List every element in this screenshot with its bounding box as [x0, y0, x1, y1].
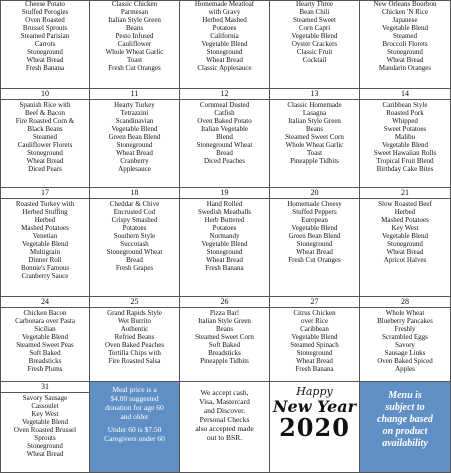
day-number: 11	[90, 89, 179, 100]
menu-items	[180, 0, 269, 72]
menu-line: Wheat Bread	[386, 56, 424, 64]
day-number: 17	[1, 188, 89, 199]
menu-line: Swedish Meatballs	[197, 208, 252, 216]
menu-line: Roasted Turkey with	[15, 200, 75, 208]
day-cell	[180, 89, 270, 188]
menu-line: Vegetable Blend	[291, 32, 338, 40]
menu-line: out to BSR.	[206, 433, 243, 442]
greeting-new-year: New Year	[272, 397, 357, 416]
menu-line: Bonnie's Famous	[20, 264, 70, 272]
day-number: 13	[270, 89, 359, 100]
menu-line: Wheat Bread	[26, 157, 64, 165]
menu-line: Pineapple Tidbits	[290, 157, 339, 165]
menu-line: Cocktail	[302, 56, 327, 64]
menu-line: Citrus Chicken	[293, 309, 336, 317]
menu-line: Under 60 is $7.50	[107, 425, 162, 434]
menu-line: Wet Burrito	[117, 317, 152, 325]
menu-line: Steamed Sweet Corn	[195, 333, 254, 341]
menu-line: Stuffed Peppers	[292, 208, 337, 216]
menu-line: Caribbean Style	[382, 101, 428, 109]
menu-line: Stoneground	[206, 248, 243, 256]
menu-line: Wheat Bread	[26, 450, 64, 458]
menu-line: Diced Peaches	[203, 157, 245, 165]
menu-line: Japanese	[392, 16, 418, 24]
menu-line: on product	[382, 426, 428, 437]
menu-line: Classic Homemade	[287, 101, 342, 109]
menu-items	[360, 100, 450, 173]
day-cell	[90, 297, 180, 382]
menu-line: donation for age 60	[105, 403, 164, 412]
day-cell	[1, 89, 90, 188]
menu-line: Stoneground	[27, 48, 63, 56]
menu-line: Cranberry	[120, 157, 149, 165]
menu-line: Steamed Parisian	[20, 32, 70, 40]
menu-line: Steamed Spinach	[290, 341, 339, 349]
menu-line: Visa, Mastercard	[199, 397, 250, 406]
day-number: 18	[90, 188, 179, 199]
menu-line: Whipped	[392, 117, 418, 125]
menu-line: Lasagna	[302, 109, 327, 117]
menu-line: Stoneground Wheat	[196, 141, 253, 149]
calendar-week-row	[1, 382, 451, 473]
menu-line: Vegetable Blend	[381, 141, 429, 149]
menu-line: Oven Roasted Brussel	[13, 426, 77, 434]
day-cell	[180, 1, 270, 89]
menu-line: Oven Baked Peaches	[104, 341, 165, 349]
menu-line: $4.00 suggested	[110, 394, 159, 403]
menu-items	[360, 199, 450, 264]
menu-line: Classic Fruit	[296, 48, 333, 56]
menu-line: Steamed Sweet	[293, 16, 336, 24]
menu-line: Blend	[216, 133, 233, 141]
menu-line: Green Bean Blend	[288, 232, 341, 240]
menu-line: Authentic	[120, 325, 149, 333]
menu-line: Wheat Bread	[26, 56, 64, 64]
menu-line: Vegetable Blend	[201, 240, 248, 248]
menu-line: over Rice	[300, 317, 328, 325]
menu-items	[270, 0, 359, 64]
menu-line: Bread	[126, 256, 143, 264]
menu-line: Beef & Bacon	[24, 109, 66, 117]
menu-line: Cheddar & Chive	[109, 200, 160, 208]
menu-items	[180, 199, 269, 272]
menu-line: change based	[377, 414, 433, 425]
menu-line: Chicken 'N Rice	[382, 8, 428, 16]
calendar-week-row	[1, 297, 451, 382]
menu-line: Fresh Cut Oranges	[108, 64, 161, 72]
menu-line: Whole Wheat	[385, 309, 425, 317]
menu-line: Scrambled Eggs	[382, 333, 428, 341]
menu-line: Carbonara over Pasta	[15, 317, 75, 325]
menu-line: Steamed	[32, 133, 58, 141]
menu-line: Multigrain	[30, 248, 60, 256]
menu-line: Bread	[216, 149, 233, 157]
menu-line: Homemade Meatloaf	[194, 0, 255, 8]
calendar-week-row	[1, 188, 451, 297]
menu-line: Sausage Links	[384, 349, 426, 357]
menu-line: Stoneground	[387, 240, 423, 248]
menu-line: Carrots	[34, 40, 56, 48]
menu-line: Whole Wheat Garlic	[285, 141, 344, 149]
day-number: 26	[180, 297, 269, 308]
day-cell	[360, 188, 451, 297]
menu-line: Potatoes	[122, 224, 147, 232]
menu-line: Birthday Cake Bites	[376, 165, 434, 173]
menu-line: Slow Roasted Beef	[378, 200, 432, 208]
day-number: 12	[180, 89, 269, 100]
menu-line: Wheat Bread	[206, 56, 243, 64]
menu-line: Encrusted Cod	[113, 208, 156, 216]
menu-items	[360, 0, 450, 72]
price-lines-under-60	[92, 425, 177, 443]
day-cell	[270, 188, 360, 297]
menu-line: Caregivers under 60	[104, 434, 165, 443]
menu-items	[90, 308, 179, 365]
menu-items	[270, 199, 359, 264]
menu-line: Stoneground Wheat	[106, 248, 163, 256]
menu-line: Vegetable Blend	[21, 418, 69, 426]
menu-items	[360, 308, 450, 373]
day-cell	[360, 1, 451, 89]
menu-line: Cranberry Sauce	[21, 272, 69, 280]
menu-line: Savory Sausage	[22, 394, 68, 402]
day-cell	[90, 1, 180, 89]
day-cell	[90, 89, 180, 188]
day-number: 20	[270, 188, 359, 199]
menu-line: Fresh Banana	[295, 365, 334, 373]
day-cell	[1, 1, 90, 89]
menu-line: Herbed	[394, 208, 416, 216]
menu-line: Fresh Grapes	[115, 264, 154, 272]
menu-line: Cassoulet	[31, 402, 59, 410]
menu-line: Savory	[395, 341, 415, 349]
day-cell	[360, 297, 451, 382]
menu-line: Catfish	[214, 109, 235, 117]
menu-line: Southern Style	[113, 232, 156, 240]
menu-line: Sicilian	[34, 325, 56, 333]
menu-notice-text	[360, 382, 450, 450]
day-number: 25	[90, 297, 179, 308]
new-year-greeting	[270, 382, 360, 473]
menu-items	[90, 100, 179, 173]
menu-line: Breadsticks	[28, 357, 62, 365]
day-cell	[180, 188, 270, 297]
menu-line: Pesto Infused	[115, 32, 154, 40]
menu-line: Wheat Bread	[296, 357, 333, 365]
menu-line: Soft Baked	[29, 349, 61, 357]
menu-line: also accepted made	[195, 424, 254, 433]
greeting-happy: Happy	[296, 385, 333, 398]
menu-line: Black Beans	[27, 125, 63, 133]
menu-line: Succotash	[120, 240, 149, 248]
payment-info-panel	[180, 382, 270, 473]
menu-line: Beans	[125, 24, 144, 32]
menu-line: Personal Checks	[199, 415, 250, 424]
menu-line: Italian Style Green	[288, 117, 341, 125]
menu-line: Vegetable Blend	[21, 333, 69, 341]
menu-line: Chicken Bacon	[23, 309, 67, 317]
menu-line: Vegetable Blend	[201, 40, 248, 48]
menu-items	[1, 199, 89, 280]
menu-line: Cauliflower Florets	[17, 141, 73, 149]
menu-line: Grand Rapids Style	[107, 309, 162, 317]
menu-line: Stoneground	[296, 349, 333, 357]
menu-line: Wheat Bread	[116, 149, 153, 157]
menu-line: Fresh Banana	[205, 264, 244, 272]
menu-line: Tropical Fruit Blend	[376, 157, 434, 165]
menu-line: Herb Buttered	[204, 216, 245, 224]
menu-line: Mashed Potatoes	[21, 224, 69, 232]
menu-line: Parmesan	[120, 8, 149, 16]
menu-line: Cheese Potato	[25, 0, 65, 8]
menu-line: European	[301, 216, 328, 224]
day-number: 24	[1, 297, 89, 308]
meal-price-panel	[90, 382, 180, 473]
menu-line: Vegetable Blend	[111, 125, 158, 133]
menu-line: Spanish Rice with	[19, 101, 71, 109]
menu-line: Potatoes	[212, 224, 237, 232]
menu-items	[1, 0, 89, 72]
menu-line: Mandarin Oranges	[378, 64, 432, 72]
menu-line: Vegetable Blend	[291, 333, 338, 341]
menu-line: Steamed	[392, 32, 418, 40]
menu-line: Steamed Sweet Corn	[285, 133, 344, 141]
menu-line: Stoneground	[387, 48, 423, 56]
menu-line: Key West	[31, 410, 59, 418]
menu-line: Hearty Turkey	[114, 101, 155, 109]
day-cell	[1, 188, 90, 297]
menu-line: Freshly	[394, 325, 416, 333]
menu-line: We accept cash,	[200, 388, 249, 397]
menu-line: Fire Roasted Salsa	[108, 357, 161, 365]
menu-items	[270, 308, 359, 373]
menu-line: Pizza Bar!	[209, 309, 240, 317]
calendar-week-row	[1, 89, 451, 188]
menu-line: Cauliflower	[117, 40, 152, 48]
menu-line: Stoneground	[27, 149, 63, 157]
menu-line: Apricot Halves	[383, 256, 427, 264]
menu-line: Caribbean	[300, 325, 329, 333]
menu-line: Mashed Potatoes	[381, 216, 429, 224]
menu-line: Apples	[395, 365, 415, 373]
day-number: 21	[360, 188, 450, 199]
menu-line: Normandy	[209, 232, 240, 240]
day-number: 10	[1, 89, 89, 100]
menu-line: Toast	[126, 56, 143, 64]
menu-line: Beans	[215, 325, 234, 333]
menu-line: Classic Applesauce	[197, 64, 252, 72]
menu-items	[180, 100, 269, 165]
menu-line: Key West	[391, 224, 419, 232]
day-cell	[270, 297, 360, 382]
menu-line: Italian Style Green	[108, 16, 161, 24]
menu-line: Tetrazzini	[120, 109, 149, 117]
menu-line: Broccoli Florets	[382, 40, 428, 48]
menu-line: Tortilla Chips with	[108, 349, 161, 357]
menu-line: Menu is	[388, 390, 422, 401]
greeting-year: 2020	[279, 413, 350, 442]
menu-line: Breadsticks	[208, 349, 241, 357]
menu-line: Wheat Bread	[296, 248, 333, 256]
menu-line: Roasted Pork	[386, 109, 424, 117]
menu-line: Sprouts	[34, 434, 56, 442]
menu-line: Applesauce	[118, 165, 151, 173]
menu-line: and older	[120, 412, 149, 421]
day-number: 28	[360, 297, 450, 308]
menu-line: Vegetable Blend	[21, 240, 69, 248]
menu-line: Wheat Bread	[386, 248, 424, 256]
menu-line: Italian Vegetable	[200, 125, 249, 133]
menu-line: Potatoes	[212, 24, 237, 32]
menu-line: Classic Chicken	[111, 0, 158, 8]
menu-line: Green Bean Blend	[108, 133, 161, 141]
menu-line: Scandinavian	[115, 117, 154, 125]
day-cell	[90, 188, 180, 297]
price-lines	[92, 385, 177, 421]
menu-line: Homemade Cheesy	[287, 200, 342, 208]
menu-line: Stoneground	[116, 141, 153, 149]
menu-line: New Orleans Bourbon	[373, 0, 437, 8]
menu-notice-panel	[360, 382, 451, 473]
menu-items	[90, 199, 179, 272]
menu-line: Cornmeal Dusted	[199, 101, 250, 109]
menu-line: Meal price is a	[112, 385, 157, 394]
meal-price-text	[90, 382, 179, 446]
menu-line: Italian Style Green	[198, 317, 251, 325]
day-number: 14	[360, 89, 450, 100]
payment-text	[180, 382, 269, 445]
menu-line: Oven Baked Spiced	[377, 357, 433, 365]
menu-line: Steamed Sweet Peas	[16, 341, 74, 349]
menu-line: Venetian	[32, 232, 58, 240]
menu-items	[270, 100, 359, 165]
menu-line: Crispy Smashed	[111, 216, 158, 224]
menu-line: Diced Pears	[28, 165, 62, 173]
menu-items	[1, 393, 89, 458]
menu-line: Vegetable Blend	[381, 24, 429, 32]
menu-line: Vegetable Blend	[291, 224, 338, 232]
menu-line: Toast	[306, 149, 323, 157]
menu-line: Oven Baked Potato	[197, 117, 252, 125]
menu-line: Sweet Hawaiian Rolls	[373, 149, 437, 157]
menu-line: Fresh Plums	[27, 365, 63, 373]
menu-line: Fresh Banana	[25, 64, 65, 72]
menu-line: Oyster Crackers	[291, 40, 338, 48]
day-cell	[270, 1, 360, 89]
day-number: 31	[1, 382, 89, 393]
day-cell	[270, 89, 360, 188]
menu-line: Hearty Three	[296, 0, 333, 8]
menu-line: Pineapple Tidbits	[200, 357, 249, 365]
menu-line: Fire Roasted Corn &	[15, 117, 75, 125]
menu-line: Stoneground	[206, 48, 243, 56]
menu-line: Soft Baked	[208, 341, 241, 349]
menu-line: with Gravy	[208, 8, 241, 16]
day-cell	[1, 297, 90, 382]
menu-line: Wheat Bread	[206, 256, 243, 264]
menu-items	[180, 308, 269, 365]
menu-line: Blueberry Pancakes	[377, 317, 433, 325]
menu-line: Sweet Potatoes	[383, 125, 427, 133]
menu-items	[1, 100, 89, 173]
day-number: 19	[180, 188, 269, 199]
menu-line: Beans	[305, 125, 324, 133]
menu-line: California	[210, 32, 239, 40]
menu-line: Whole Wheat Garlic	[105, 48, 164, 56]
day-number: 27	[270, 297, 359, 308]
menu-line: Oven Roasted	[25, 16, 65, 24]
menu-items	[1, 308, 89, 373]
menu-line: subject to	[385, 402, 425, 413]
menu-line: Corn Capri	[298, 24, 331, 32]
menu-line: Stuffed Perogies	[21, 8, 69, 16]
menu-line: Herbed Stuffing	[22, 208, 68, 216]
menu-line: Vegetable Blend	[381, 232, 429, 240]
menu-line: Dinner Roll	[28, 256, 62, 264]
menu-line: Stoneground	[27, 442, 63, 450]
menu-line: Brussel Sprouts	[22, 24, 68, 32]
menu-line: availability	[382, 438, 428, 449]
menu-line: and Discover.	[203, 406, 246, 415]
menu-line: Herbed	[34, 216, 56, 224]
calendar-week-row	[1, 1, 451, 89]
menu-line: Bean Chili	[299, 8, 330, 16]
menu-line: Stoneground	[296, 240, 333, 248]
menu-line: Fresh Cut Oranges	[288, 256, 341, 264]
menu-line: Malibu	[394, 133, 416, 141]
day-cell	[1, 382, 90, 473]
menu-line: Hand Rolled	[206, 200, 243, 208]
menu-line: Herbed Mashed	[202, 16, 247, 24]
menu-items	[90, 0, 179, 72]
menu-line: Refried Beans	[114, 333, 155, 341]
day-cell	[180, 297, 270, 382]
day-cell	[360, 89, 451, 188]
